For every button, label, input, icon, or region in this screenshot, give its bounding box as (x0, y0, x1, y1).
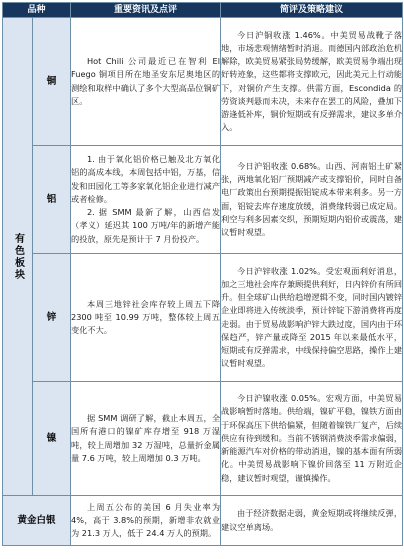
sector-nonferrous (3, 18, 33, 496)
comment-text: 今日沪锌收涨 1.02%。受宏观面利好消息，加之三地社会库存兼顾提供利好，日内锌价有所回升。但全球矿山供给趋增逻辑不变，同时国内镀锌企业即将进入传统淡季，预计锌锭下游消费将再度走弱。由于贸易战影响沪锌大跌过度，国内由于环保趋严，锌产量或降至 2015 年以来最低水平，短期或有反弹需求，中线保持偏空思路，操作上建议暂时观望。 (221, 265, 403, 369)
comment-copper (221, 18, 403, 146)
table-row-copper (3, 18, 403, 146)
news-text: 本周三地锌社会库存较上周五下降 2300 吨至 10.99 万吨，整体较上周五变化不大。 (71, 298, 221, 336)
comment-aluminum (221, 146, 403, 254)
variety-gold-silver-label: 黄金白银 (17, 514, 56, 526)
header-news: 重要资讯及点评 (71, 3, 221, 18)
news-text: 2. 据 SMM 最新了解，山西信发（孝义）延迟其 100 万吨/年的新增产能的投放，原先是预计于 7 月份投产。 (71, 207, 221, 244)
news-text: 上周五公布的美国 6 月失业率为 4%，高于 3.8%的预期，新增非农就业为 21.3 万人，低于 24.4 万人的预期。 (71, 501, 221, 539)
comment-text: 由于经济数据走弱，黄金短期或将继续反弹，建议空单离场。 (221, 508, 403, 532)
news-gold-silver (71, 496, 221, 546)
table-row-nickel (3, 382, 403, 496)
news-text: 1. 由于氧化铝价格已触及北方氧化铝的高成本线，本周包括中铝，万基，信发和田园化工等多家氧化铝企业进行减产或者检修。 (71, 154, 221, 204)
table-row-gold-silver (3, 496, 403, 546)
news-nickel (71, 382, 221, 496)
variety-zinc: 锌 (33, 254, 71, 382)
strategy-table (2, 2, 403, 546)
comment-text: 今日沪铜收涨 1.46%。中美贸易战靴子落地，市场悲观情绪暂时消退。而德国内部政治危机解除，欧美贸易紧张局势缓解，欧美贸易争端出现好转迹象，这些都将支撑欧元，因此美元上行动能下，对铜价产生支撑。供需方面，Escondida 的劳资谈判悬而未决，未来存在罢工的风险，叠加下游逢低补库，铜价短期或有反弹需求，建议多单介入。 (221, 29, 403, 133)
comment-nickel (221, 382, 403, 496)
news-zinc (71, 254, 221, 382)
variety-aluminum: 铝 (33, 146, 71, 254)
variety-copper: 铜 (33, 18, 71, 146)
news-aluminum (71, 146, 221, 254)
news-text: 据 SMM 调研了解，截止本周五，全国所有港口的镍矿库存增至 918 万湿吨，较上周增加 32 万湿吨，总量折金属量 7.6 万吨，较上周增加 0.3 万吨。 (71, 413, 221, 463)
comment-zinc (221, 254, 403, 382)
table-row-aluminum (3, 146, 403, 254)
table-header-row (3, 3, 403, 18)
comment-text: 今日沪镍收涨 0.05%。宏观方面，中美贸易战影响暂时落地。供给端，镍矿平稳，镍铁方面由于环保高压下供给偏紧，但随着镍铁厂复产，后续供应有待到缓和。当前不锈钢消费淡季需求偏弱，新能源汽车对价格的带动消退，镍的基本面有所弱化。中美贸易战影响下镍价回落至 11 万附近企稳，建议暂时观望，谨慎操作。 (221, 393, 403, 483)
news-copper (71, 18, 221, 146)
variety-nickel: 镍 (33, 382, 71, 496)
header-variety: 品种 (3, 3, 71, 18)
variety-gold-silver (3, 496, 71, 546)
comment-gold-silver (221, 496, 403, 546)
news-text: Hot Chili 公司最近已在智利 El Fuego 铜项目所在地圣安东尼奥地区的测绘和取样中确认了多个大型高品位铜矿区。 (71, 56, 221, 106)
table-row-zinc (3, 254, 403, 382)
comment-text: 今日沪铝收涨 0.68%。山西、河南铝土矿紧张，两地氧化铝厂预期减产或支撑铝价，同时自备电厂政策出台预期提振铝锭成本带来利多。另一方面，铝锭去库存速度放缓，消费缘转弱已成定局。利空与利多因素交织，预期短期内铝价或震荡，建议暂时观望。 (221, 160, 403, 237)
sector-label: 有色板块 (12, 232, 24, 281)
header-comment: 简评及策略建议 (221, 3, 403, 18)
